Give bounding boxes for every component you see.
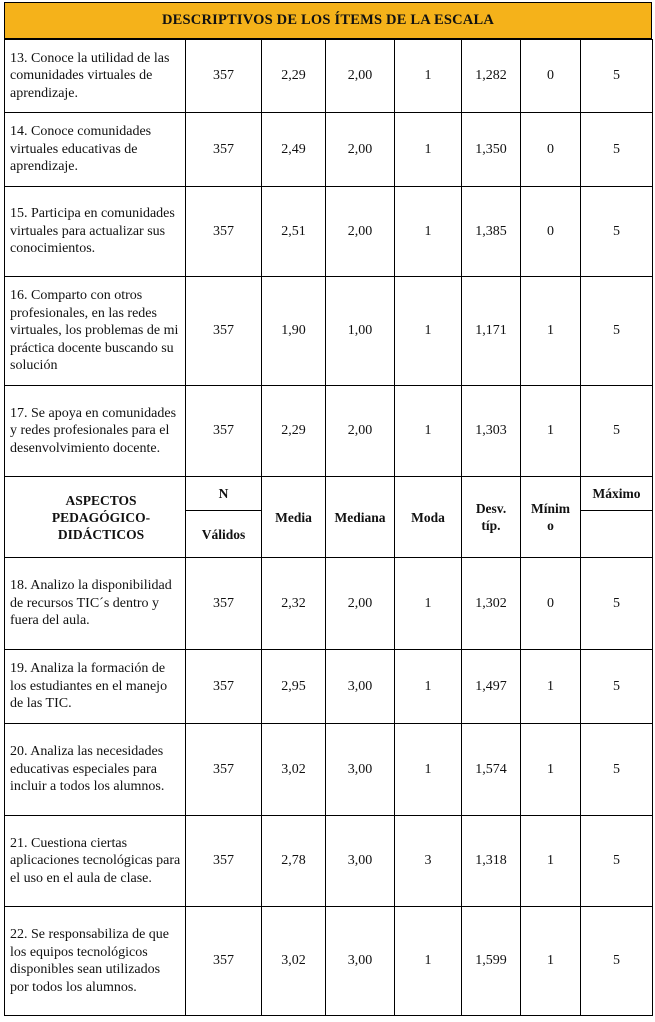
cell-n: 357 [186,386,262,477]
header-max: Máximo [581,477,653,511]
table-row [5,40,653,113]
header-desv-label: Desv. típ. [475,501,507,533]
item-label: 17. Se apoya en comunidades y redes profesionales para el desenvolvimiento docente. [5,386,186,477]
cell-mediana: 3,00 [326,724,395,816]
cell-min: 1 [521,816,581,907]
table-row [5,386,653,477]
table-row [5,816,653,907]
cell-min: 1 [521,277,581,386]
cell-max: 5 [581,386,653,477]
cell-mediana: 2,00 [326,558,395,650]
item-label: 19. Analiza la formación de los estudiantes en el manejo de las TIC. [5,650,186,724]
table-row [5,558,653,650]
cell-mediana: 1,00 [326,277,395,386]
cell-moda: 1 [395,724,462,816]
cell-mediana: 3,00 [326,907,395,1016]
cell-desv: 1,350 [462,113,521,187]
cell-min: 1 [521,650,581,724]
cell-max: 5 [581,724,653,816]
cell-max: 5 [581,187,653,277]
cell-media: 2,51 [262,187,326,277]
cell-moda: 1 [395,650,462,724]
cell-min: 0 [521,558,581,650]
cell-max: 5 [581,816,653,907]
cell-min: 1 [521,907,581,1016]
cell-n: 357 [186,724,262,816]
cell-n: 357 [186,187,262,277]
cell-n: 357 [186,816,262,907]
section-header [5,477,653,558]
cell-moda: 3 [395,816,462,907]
item-label: 14. Conoce comunidades virtuales educativas de aprendizaje. [5,113,186,187]
cell-mediana: 2,00 [326,187,395,277]
cell-max: 5 [581,650,653,724]
cell-media: 3,02 [262,724,326,816]
header-media: Media [262,477,326,558]
header-mediana: Mediana [326,477,395,558]
cell-n: 357 [186,277,262,386]
cell-min: 1 [521,724,581,816]
cell-n: 357 [186,558,262,650]
cell-moda: 1 [395,187,462,277]
cell-max: 5 [581,113,653,187]
cell-n: 357 [186,907,262,1016]
item-label: 15. Participa en comunidades virtuales para actualizar sus conocimientos. [5,187,186,277]
item-label: 21. Cuestiona ciertas aplicaciones tecnológicas para el uso en el aula de clase. [5,816,186,907]
cell-desv: 1,303 [462,386,521,477]
cell-moda: 1 [395,558,462,650]
item-label: 13. Conoce la utilidad de las comunidades virtuales de aprendizaje. [5,40,186,113]
item-label: 16. Comparto con otros profesionales, en las redes virtuales, los problemas de mi práctica docente buscando su solución [5,277,186,386]
cell-media: 2,78 [262,816,326,907]
cell-mediana: 2,00 [326,386,395,477]
table-row [5,113,653,187]
descriptives-table-page [4,2,652,1016]
table-row [5,650,653,724]
cell-n: 357 [186,40,262,113]
cell-max: 5 [581,277,653,386]
cell-n: 357 [186,650,262,724]
cell-mediana: 3,00 [326,650,395,724]
cell-moda: 1 [395,907,462,1016]
cell-desv: 1,497 [462,650,521,724]
cell-media: 1,90 [262,277,326,386]
cell-n: 357 [186,113,262,187]
item-label: 22. Se responsabiliza de que los equipos tecnológicos disponibles sean utilizados por todos los alumnos. [5,907,186,1016]
cell-desv: 1,385 [462,187,521,277]
header-desv [462,477,521,558]
cell-min: 1 [521,386,581,477]
cell-max: 5 [581,558,653,650]
header-moda: Moda [395,477,462,558]
cell-media: 2,29 [262,40,326,113]
cell-desv: 1,171 [462,277,521,386]
header-n: N [186,477,262,511]
table-row [5,907,653,1016]
cell-moda: 1 [395,386,462,477]
cell-moda: 1 [395,113,462,187]
cell-desv: 1,599 [462,907,521,1016]
header-max-empty [581,511,653,558]
cell-media: 2,49 [262,113,326,187]
cell-moda: 1 [395,40,462,113]
cell-desv: 1,302 [462,558,521,650]
cell-moda: 1 [395,277,462,386]
section-title: ASPECTOS PEDAGÓGICO-DIDÁCTICOS [5,477,186,558]
cell-desv: 1,282 [462,40,521,113]
cell-media: 3,02 [262,907,326,1016]
cell-media: 2,29 [262,386,326,477]
cell-min: 0 [521,187,581,277]
descriptives-table [4,39,653,1016]
cell-max: 5 [581,40,653,113]
cell-media: 2,95 [262,650,326,724]
cell-desv: 1,574 [462,724,521,816]
cell-media: 2,32 [262,558,326,650]
cell-min: 0 [521,40,581,113]
table-row [5,187,653,277]
table-title: DESCRIPTIVOS DE LOS ÍTEMS DE LA ESCALA [4,2,652,39]
cell-mediana: 3,00 [326,816,395,907]
header-min-label: Mínimo [531,501,570,533]
cell-mediana: 2,00 [326,40,395,113]
cell-min: 0 [521,113,581,187]
cell-mediana: 2,00 [326,113,395,187]
header-min [521,477,581,558]
table-row [5,724,653,816]
header-validos: Válidos [186,511,262,558]
cell-desv: 1,318 [462,816,521,907]
cell-max: 5 [581,907,653,1016]
item-label: 20. Analiza las necesidades educativas especiales para incluir a todos los alumnos. [5,724,186,816]
table-row [5,277,653,386]
item-label: 18. Analizo la disponibilidad de recursos TIC´s dentro y fuera del aula. [5,558,186,650]
